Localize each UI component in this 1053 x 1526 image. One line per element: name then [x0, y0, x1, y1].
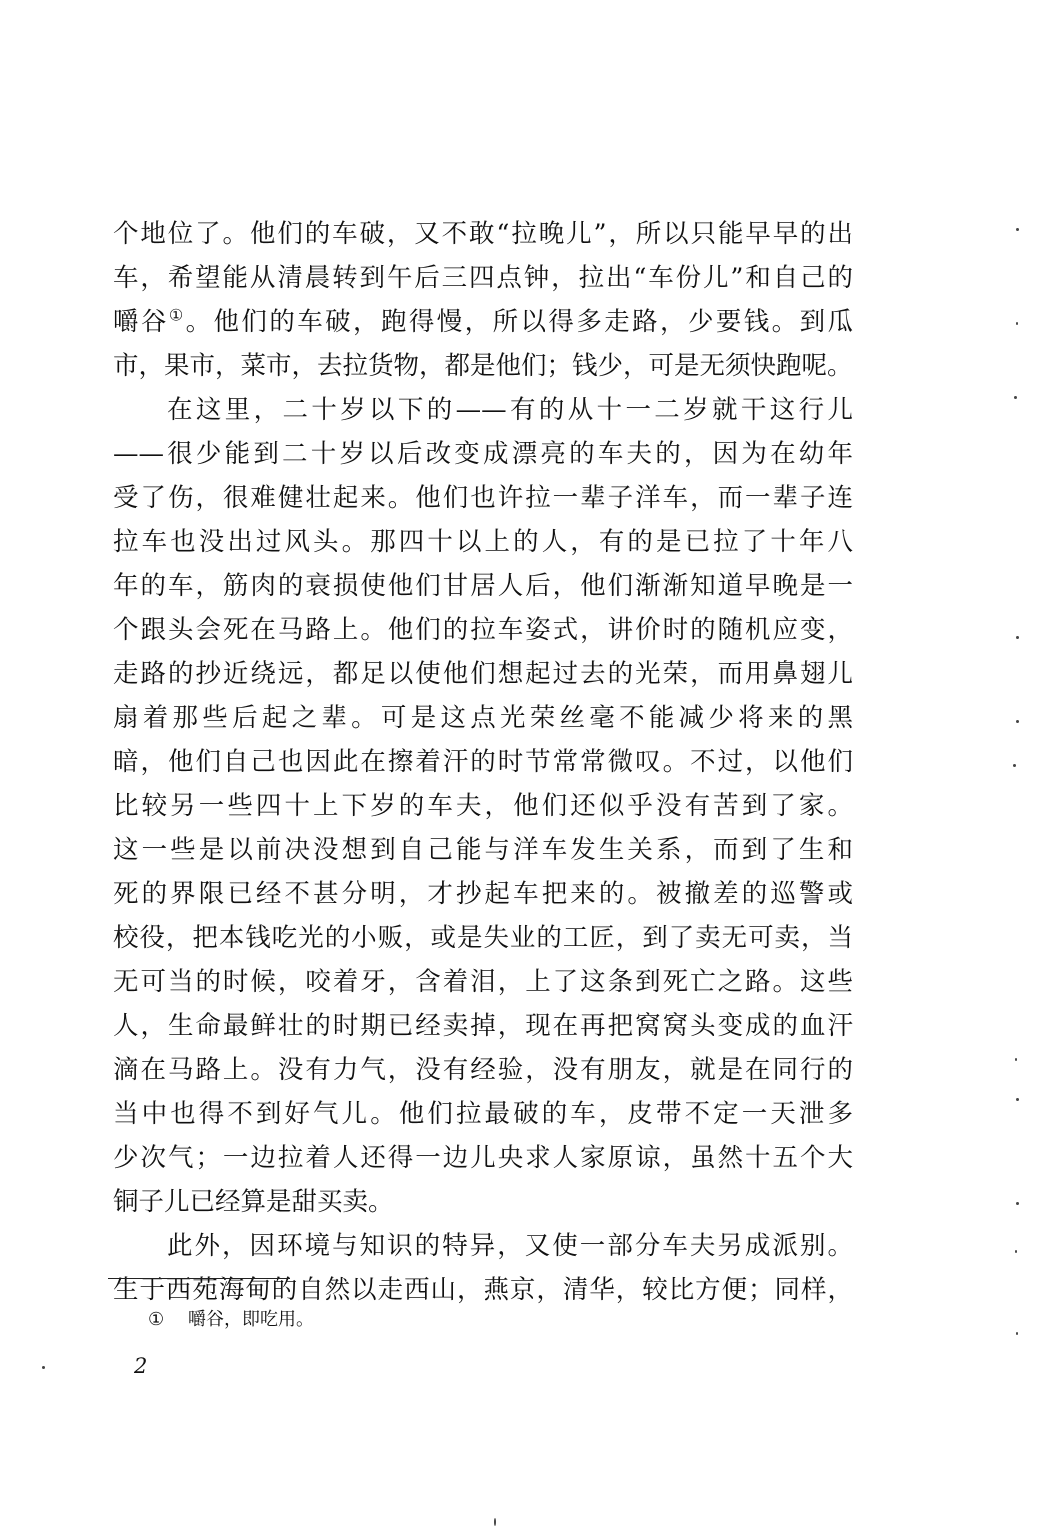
footnote-number: ①: [148, 1309, 165, 1330]
footnote: [148, 1305, 314, 1335]
text-line: 当中也得不到好气儿。他们拉最破的车，皮带不定一天泄多: [113, 1099, 853, 1129]
text-line: 铜子儿已经算是甜买卖。: [113, 1187, 394, 1217]
paragraph-start-line: 此外，因环境与知识的特异，又使一部分车夫另成派别。: [167, 1231, 853, 1261]
text-line: 扇着那些后起之辈。可是这点光荣丝毫不能减少将来的黑: [113, 703, 853, 733]
text-line: 这一些是以前决没想到自己能与洋车发生关系，而到了生和: [113, 835, 853, 865]
text-line: ——很少能到二十岁以后改变成漂亮的车夫的，因为在幼年: [113, 439, 853, 469]
scan-speck: [1016, 1332, 1018, 1335]
text-line: 死的界限已经不甚分明，才抄起车把来的。被撤差的巡警或: [113, 879, 853, 909]
text-line: 个地位了。他们的车破，又不敢“拉晚儿”，所以只能早早的出: [113, 219, 853, 249]
scan-speck: [1016, 228, 1019, 231]
scan-speck: [494, 1518, 496, 1526]
text-line: 少次气；一边拉着人还得一边儿央求人家原谅，虽然十五个大: [113, 1143, 853, 1173]
scan-speck: [1016, 720, 1019, 723]
scan-speck: [1015, 1058, 1017, 1061]
scan-speck: [1013, 764, 1016, 767]
text-line: 年的车，筋肉的衰损使他们甘居人后，他们渐渐知道早晚是一: [113, 571, 853, 601]
text-line: 个跟头会死在马路上。他们的拉车姿式，讲价时的随机应变，: [113, 615, 853, 645]
text-line: 市，果市，菜市，去拉货物，都是他们；钱少，可是无须快跑呢。: [113, 351, 853, 381]
text-line: 嚼谷①。他们的车破，跑得慢，所以得多走路，少要钱。到瓜: [113, 305, 853, 337]
text-line: 无可当的时候，咬着牙，含着泪，上了这条到死亡之路。这些: [113, 967, 853, 997]
text-line: 车，希望能从清晨转到午后三四点钟，拉出“车份儿”和自己的: [113, 263, 853, 293]
scan-speck: [1016, 322, 1018, 325]
text-line: 比较另一些四十上下岁的车夫，他们还似乎没有苦到了家。: [113, 791, 853, 821]
footnote-marker: ①: [168, 305, 186, 325]
scan-speck: [42, 1366, 45, 1369]
body-text: [113, 212, 853, 1312]
paragraph-start-line: 在这里，二十岁以下的——有的从十一二岁就干这行儿: [167, 395, 853, 425]
footnote-text: 嚼谷，即吃用。: [188, 1309, 314, 1330]
text-line: 生于西苑海甸的自然以走西山，燕京，清华，较比方便；同样，: [113, 1275, 853, 1305]
text-line: 受了伤，很难健壮起来。他们也许拉一辈子洋车，而一辈子连: [113, 483, 853, 513]
scan-speck: [1016, 1098, 1019, 1101]
text-line: 暗，他们自己也因此在擦着汗的时节常常微叹。不过，以他们: [113, 747, 853, 777]
scan-speck: [1016, 1202, 1019, 1205]
scan-speck: [1014, 396, 1017, 399]
text-line: 拉车也没出过风头。那四十以上的人，有的是已拉了十年八: [113, 527, 853, 557]
text-line: 走路的抄近绕远，都足以使他们想起过去的光荣，而用鼻翅儿: [113, 659, 853, 689]
page-number: 2: [134, 1354, 148, 1378]
text-line: 滴在马路上。没有力气，没有经验，没有朋友，就是在同行的: [113, 1055, 853, 1085]
text-line: 校役，把本钱吃光的小贩，或是失业的工匠，到了卖无可卖，当: [113, 923, 853, 953]
text-line: 人，生命最鲜壮的时期已经卖掉，现在再把窝窝头变成的血汗: [113, 1011, 853, 1041]
scan-speck: [1016, 636, 1019, 639]
footnote-divider: [108, 1278, 290, 1279]
scan-speck: [1015, 1250, 1017, 1253]
